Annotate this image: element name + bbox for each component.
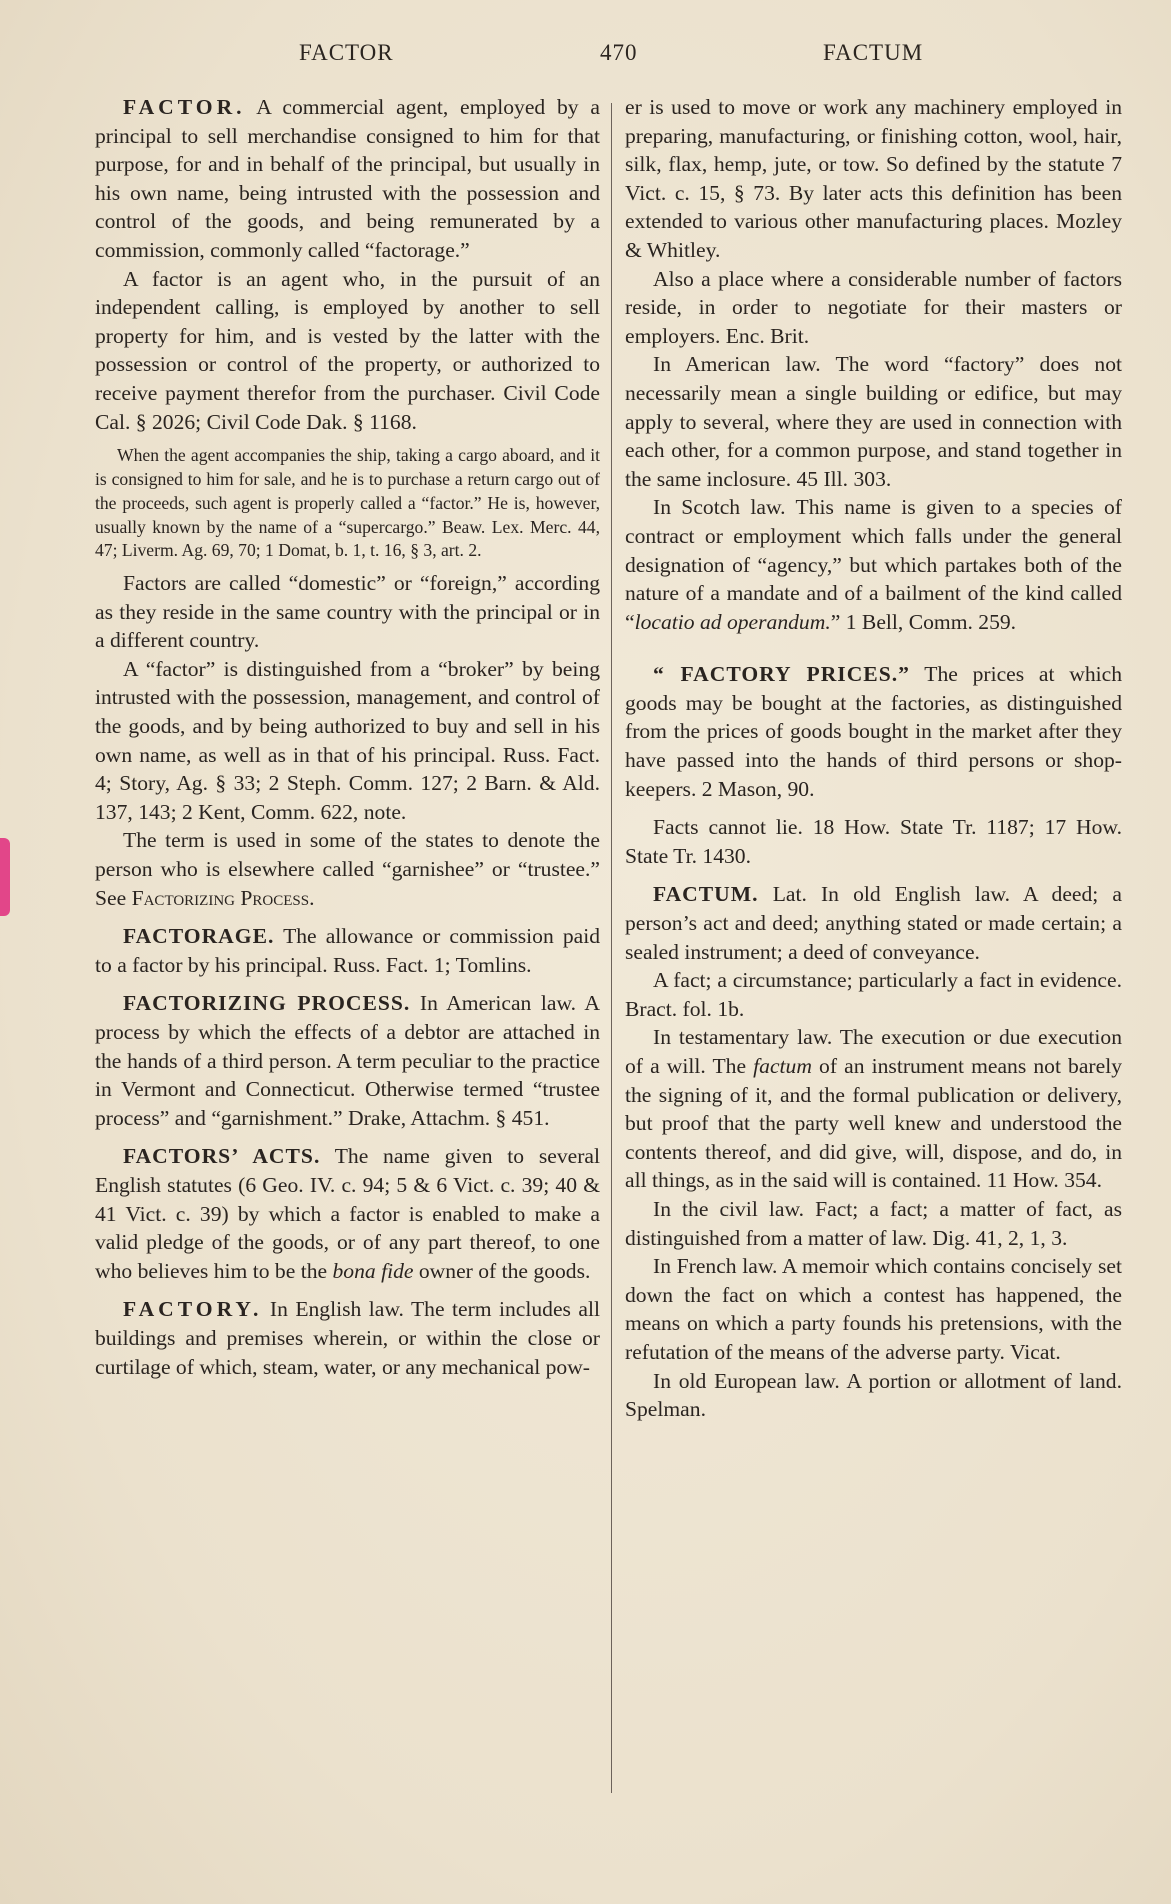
definition-text: The prices at which goods may be bought at the factories, as distinguished from the prices of goods bought in the market after they have passed into the hands of third persons or shop-keepers. 2 Mason, 90.: [625, 662, 1122, 801]
paragraph-text: ” 1 Bell, Comm. 259.: [830, 609, 1017, 634]
definition-text: In American law. A process by which the effects of a debtor are attached in the hands of a third person. A term peculiar to the practice in Vermont and Connecticut. Otherwise termed “trustee process” and “garnishment.” Drake, Attachm. § 451.: [95, 991, 600, 1130]
headword-factory-prices: “ FACTORY PRICES.”: [653, 662, 910, 687]
paragraph-text: of an instrument means not barely the signing of it, and the formal publication or delivery, but proof that the party well knew and understood the contents thereof, and did give, will, dispose, and do, in all things, as in the said will is contained. 11 How. 354.: [625, 1054, 1122, 1193]
right-column: [625, 93, 1122, 1424]
paragraph: Factors are called “domestic” or “foreign,” according as they reside in the same country with the principal or in a different country.: [95, 571, 600, 653]
italic-term: bona fide: [332, 1258, 414, 1283]
headword-factum: FACTUM.: [653, 882, 759, 907]
paragraph: [95, 826, 600, 912]
cross-reference: Factorizing Process.: [131, 885, 315, 910]
column-divider: [611, 103, 612, 1793]
definition-text: The allowance or commission paid to a factor by his principal. Russ. Fact. 1; Tomlins.: [95, 924, 600, 977]
entry-factor: [95, 93, 600, 265]
entry-factum: [625, 880, 1122, 966]
entry-factors-acts: [95, 1142, 600, 1285]
definition-text: In English law. The term includes all buildings and premises wherein, or within the close or curtilage of which, steam, water, or any mechanical pow-: [95, 1297, 600, 1379]
paragraph: A factor is an agent who, in the pursuit of an independent calling, is employed by another to sell property for him, and is vested by the latter with the possession or control of the property, or authorized to receive payment therefor from the purchaser. Civil Code Cal. § 2026; Civil Code Dak. § 1168.: [95, 266, 600, 434]
small-print-note: When the agent accompanies the ship, taking a cargo aboard, and it is consigned to him for sale, and he is to purchase a return cargo out of the proceeds, such agent is properly called a “factor.” He is, however, usually known by the name of a “supercargo.” Beaw. Lex. Merc. 44, 47; Liverm. Ag. 69, 70; 1 Domat, b. 1, t. 16, § 3, art. 2.: [95, 445, 600, 561]
running-header: [0, 40, 1171, 80]
paragraph: [625, 1023, 1122, 1195]
entry-factorage: [95, 922, 600, 979]
paragraph: In old European law. A portion or allotment of land. Spelman.: [625, 1368, 1122, 1422]
entry-factorizing-process: [95, 989, 600, 1132]
definition-text: owner of the goods.: [418, 1258, 591, 1283]
paragraph-text: The term is used in some of the states to denote the person who is elsewhere called “garnishee” or “trustee.” See: [95, 828, 600, 910]
headword-factor: FACTOR.: [123, 95, 246, 119]
paragraph: In the civil law. Fact; a fact; a matter of fact, as distinguished from a matter of law. Dig. 41, 2, 1, 3.: [625, 1196, 1122, 1250]
headword-factorizing-process: FACTORIZING PROCESS.: [123, 991, 411, 1016]
entry-facts-cannot-lie: Facts cannot lie. 18 How. State Tr. 1187; 17 How. State Tr. 1430.: [625, 815, 1122, 868]
paragraph: Also a place where a considerable number of factors reside, in order to negotiate for their masters or employers. Enc. Brit.: [625, 266, 1122, 348]
page-number: 470: [600, 40, 638, 65]
entry-factory-prices: [625, 660, 1122, 803]
paragraph: In American law. The word “factory” does not necessarily mean a single building or edifice, but may apply to several, where they are used in connection with each other, for a common purpose, and stand together in the same inclosure. 45 Ill. 303.: [625, 352, 1122, 491]
paragraph-text: In testamentary law. The execution or due execution of a will. The: [625, 1025, 1122, 1078]
definition-text: A commercial agent, employed by a principal to sell merchandise consigned to him for that purpose, for and in behalf of the principal, but usually in his own name, being intrusted with the possession and control of the goods, and being remunerated by a commission, commonly called “factorage.”: [95, 95, 600, 262]
header-first-term: FACTOR: [299, 40, 394, 65]
paragraph: In French law. A memoir which contains concisely set down the fact on which a contest has happened, the means on which a party founds his pretensions, with the refutation of the means of the adverse party. Vicat.: [625, 1254, 1122, 1364]
page-edge-tab-mark: [0, 838, 10, 916]
headword-factorage: FACTORAGE.: [123, 924, 275, 949]
paragraph: A fact; a circumstance; particularly a fact in evidence. Bract. fol. 1b.: [625, 968, 1122, 1021]
italic-term: locatio ad operandum.: [634, 609, 831, 634]
definition-text: The name given to several English statutes (6 Geo. IV. c. 94; 5 & 6 Vict. c. 39; 40 & 41 Vict. c. 39) by which a factor is enabled to make a valid pledge of the goods, or of any part thereof, to one who believes him to be the: [95, 1144, 600, 1283]
italic-term: factum: [753, 1054, 812, 1078]
paragraph: [625, 493, 1122, 636]
entry-factory: [95, 1295, 600, 1381]
headword-factory: FACTORY.: [123, 1297, 263, 1322]
paragraph: A “factor” is distinguished from a “broker” by being intrusted with the possession, management, and control of the goods, and by being authorized to buy and sell in his own name, as well as in that of his principal. Russ. Fact. 4; Story, Ag. § 33; 2 Steph. Comm. 127; 2 Barn. & Ald. 137, 143; 2 Kent, Comm. 622, note.: [95, 656, 600, 824]
left-column: [95, 93, 600, 1381]
header-last-term: FACTUM: [823, 40, 924, 65]
definition-text: Lat. In old English law. A deed; a person’s act and deed; anything stated or made certain; a sealed instrument; a deed of conveyance.: [625, 882, 1122, 964]
headword-factors-acts: FACTORS’ ACTS.: [123, 1144, 321, 1169]
continued-paragraph: er is used to move or work any machinery employed in preparing, manufacturing, or finishing cotton, wool, hair, silk, flax, hemp, jute, or tow. So defined by the statute 7 Vict. c. 15, § 73. By later acts this definition has been extended to various other manufacturing places. Mozley & Whitley.: [625, 95, 1122, 262]
paragraph-text: In Scotch law. This name is given to a species of contract or employment which falls under the general designation of “agency,” but which partakes both of the nature of a mandate and of a bailment of the kind called “: [625, 495, 1122, 634]
